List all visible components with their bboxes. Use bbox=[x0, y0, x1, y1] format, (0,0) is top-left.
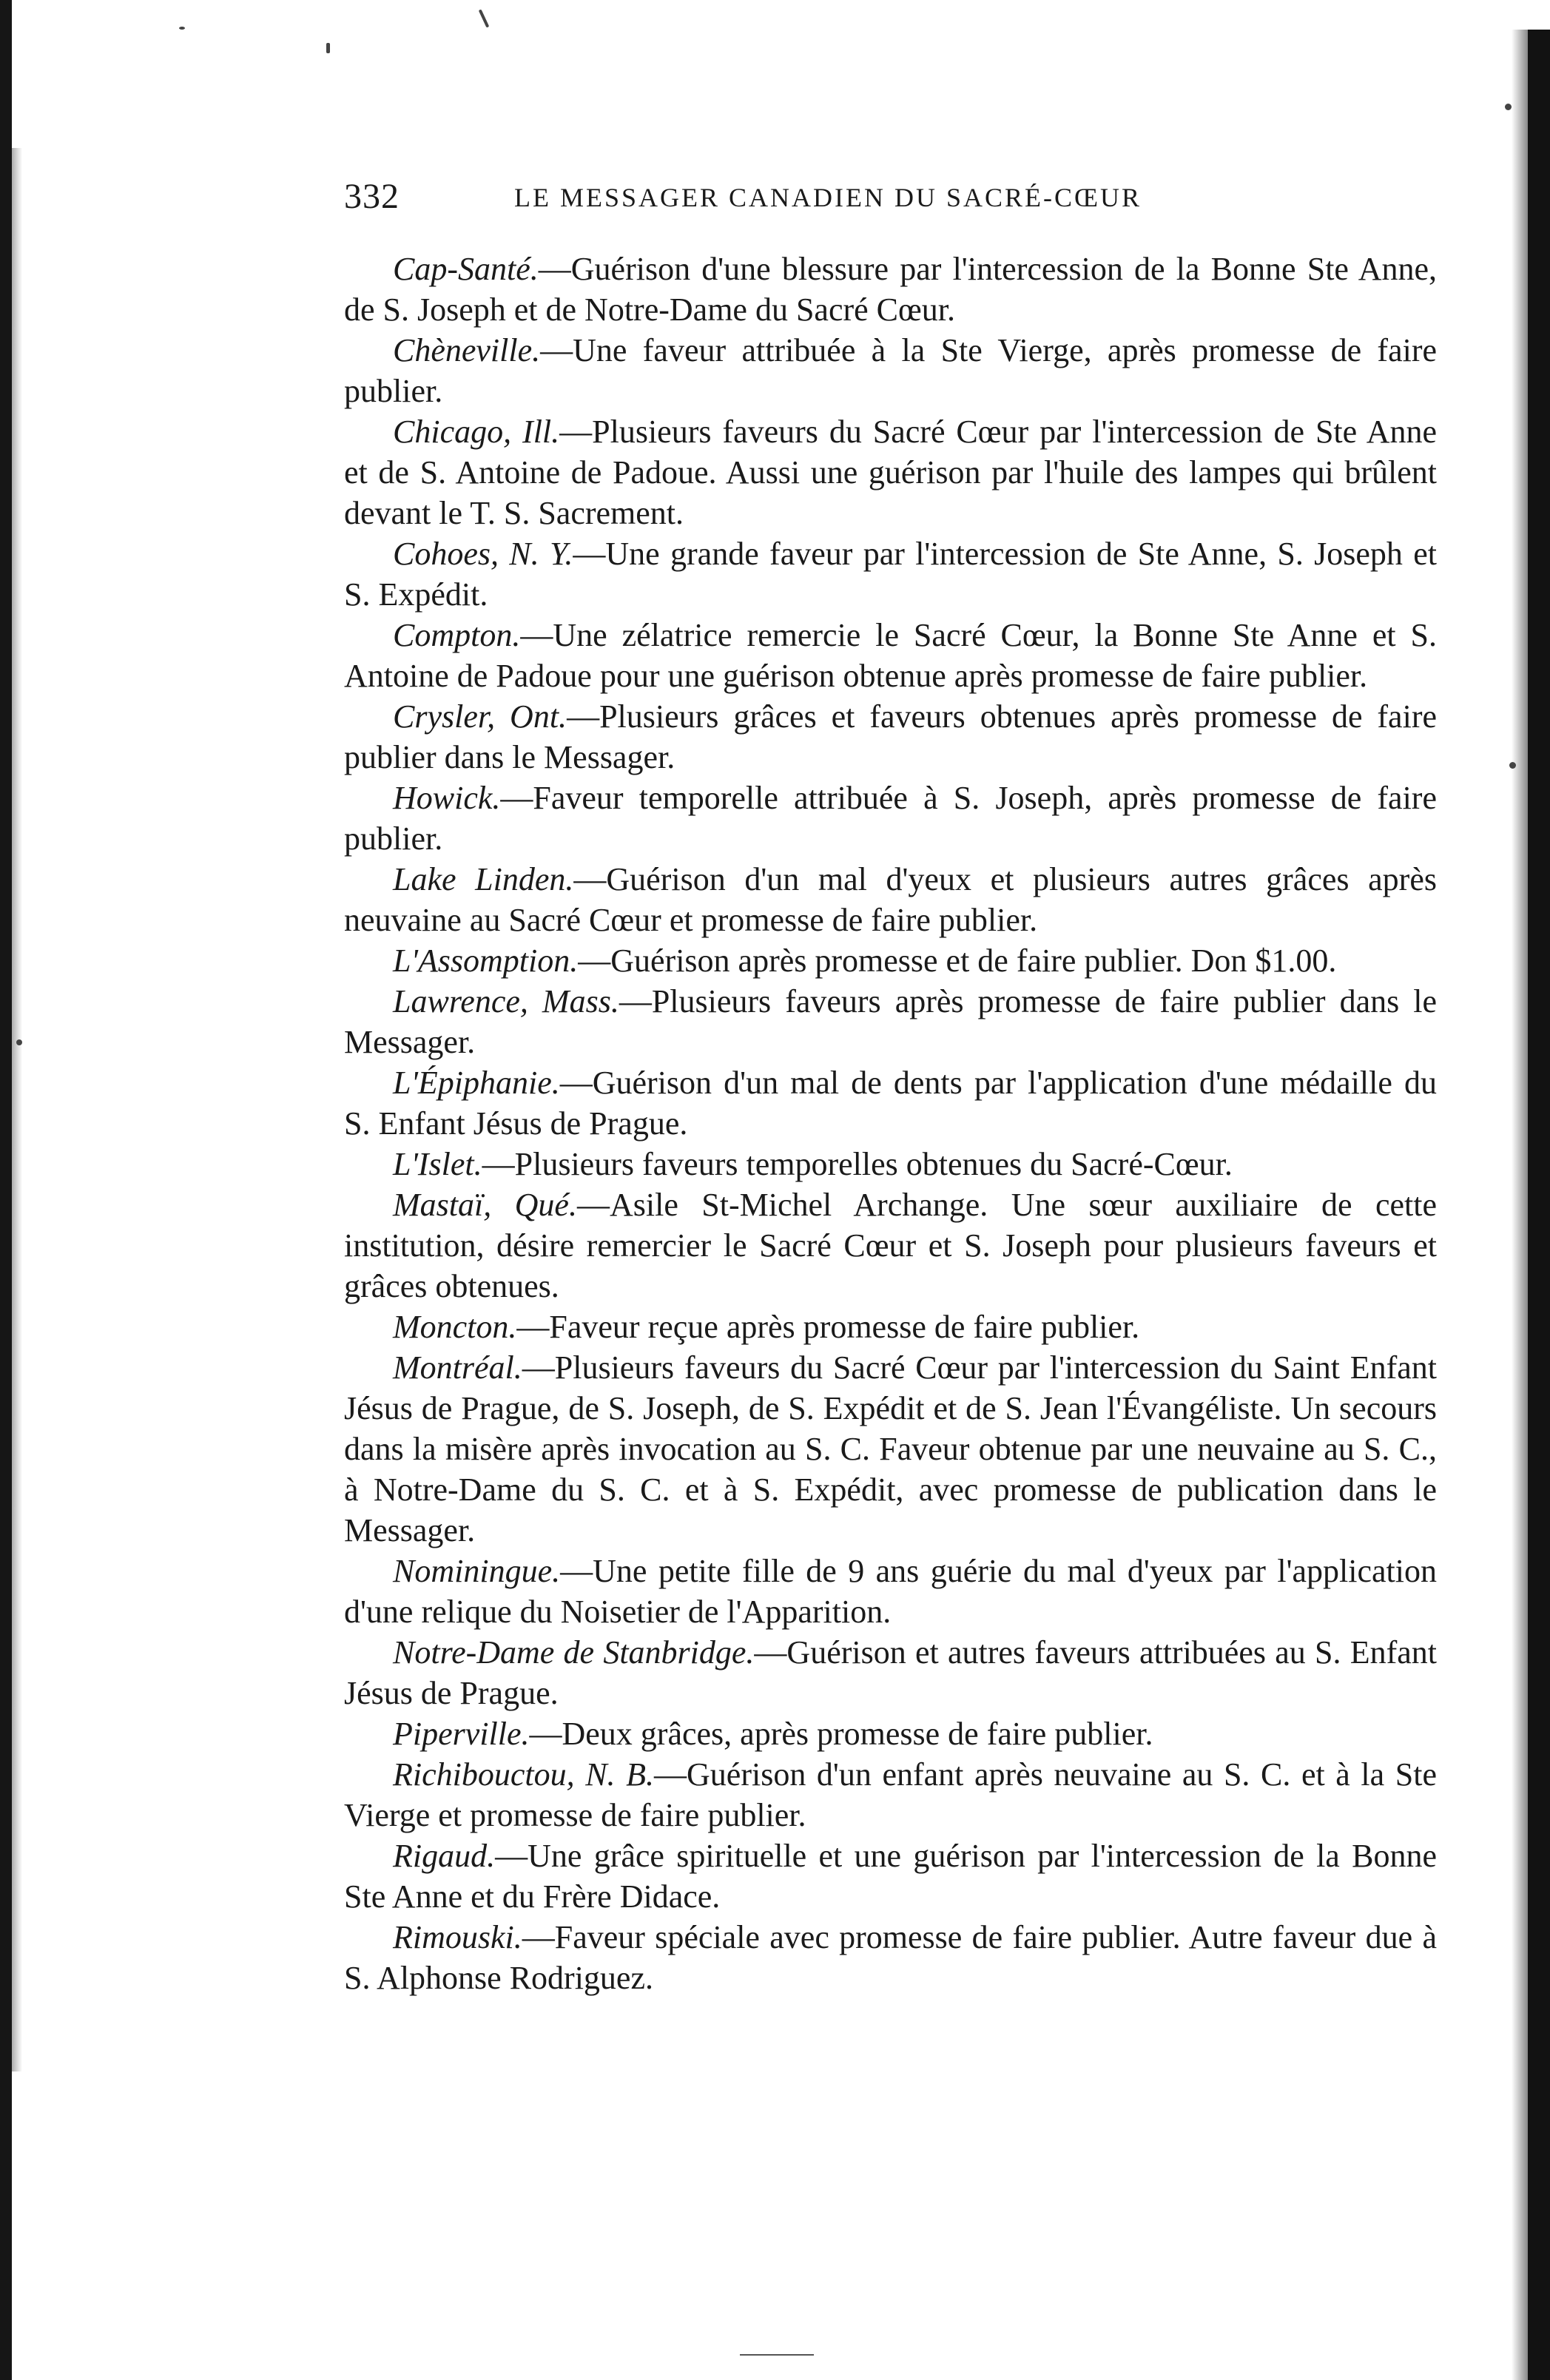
scan-left-shadow bbox=[12, 148, 22, 2071]
entry-paragraph bbox=[344, 1713, 1443, 1754]
entry-text: —Une grâce spirituelle et une guérison par l'intercession de la Bonne Ste Anne et du Frère Didace. bbox=[344, 1838, 1437, 1915]
running-title: LE MESSAGER CANADIEN DU SACRÉ-CŒUR bbox=[514, 183, 1142, 212]
entry-text: —Plusieurs faveurs temporelles obtenues du Sacré-Cœur. bbox=[482, 1146, 1233, 1182]
entry-place-name: Notre-Dame de Stanbridge. bbox=[393, 1634, 755, 1671]
entry-place-name: Howick. bbox=[393, 780, 501, 816]
entry-text: —Une petite fille de 9 ans guérie du mal d'yeux par l'application d'une relique du Noisetier de l'Apparition. bbox=[344, 1553, 1437, 1630]
entry-text: —Faveur spéciale avec promesse de faire publier. Autre faveur due à S. Alphonse Rodriguez. bbox=[344, 1919, 1437, 1996]
entry-text: —Guérison après promesse et de faire publier. Don $1.00. bbox=[578, 943, 1337, 979]
entry-paragraph bbox=[344, 1184, 1443, 1307]
entry-paragraph bbox=[344, 981, 1443, 1062]
entry-text: —Faveur reçue après promesse de faire publier. bbox=[516, 1309, 1140, 1345]
scan-speck bbox=[16, 1039, 22, 1045]
entries-list bbox=[344, 249, 1443, 1998]
entry-place-name: L'Islet. bbox=[393, 1146, 482, 1182]
entry-paragraph bbox=[344, 615, 1443, 696]
entry-paragraph bbox=[344, 940, 1443, 981]
entry-paragraph bbox=[344, 1062, 1443, 1144]
entry-place-name: L'Assomption. bbox=[393, 943, 579, 979]
entry-text: —Plusieurs grâces et faveurs obtenues après promesse de faire publier dans le Messager. bbox=[344, 698, 1437, 775]
entry-place-name: Lawrence, Mass. bbox=[393, 983, 619, 1019]
entry-place-name: Chicago, Ill. bbox=[393, 414, 560, 450]
entry-text: —Guérison d'un enfant après neuvaine au S. C. et à la Ste Vierge et promesse de faire publier. bbox=[344, 1756, 1437, 1833]
scan-speck bbox=[1509, 762, 1516, 769]
entry-place-name: Richibouctou, N. B. bbox=[393, 1756, 655, 1793]
entry-place-name: Cap-Santé. bbox=[393, 251, 539, 287]
scan-speck bbox=[326, 43, 330, 53]
entry-paragraph bbox=[344, 330, 1443, 411]
entry-text: —Faveur temporelle attribuée à S. Joseph, après promesse de faire publier. bbox=[344, 780, 1437, 857]
entry-paragraph bbox=[344, 1307, 1443, 1347]
page-header bbox=[344, 176, 1443, 228]
entry-paragraph bbox=[344, 778, 1443, 859]
scan-right-edge bbox=[1528, 30, 1550, 2380]
scan-right-shadow bbox=[1512, 30, 1528, 2380]
entry-text: —Plusieurs faveurs après promesse de faire publier dans le Messager. bbox=[344, 983, 1437, 1060]
page-number: 332 bbox=[344, 177, 400, 216]
entry-place-name: Compton. bbox=[393, 617, 521, 653]
entry-text: —Guérison et autres faveurs attribuées au S. Enfant Jésus de Prague. bbox=[344, 1634, 1437, 1711]
scan-bottom-mark bbox=[740, 2354, 814, 2356]
entry-place-name: Piperville. bbox=[393, 1716, 530, 1752]
entry-place-name: Mastaï, Qué. bbox=[393, 1187, 577, 1223]
entry-paragraph bbox=[344, 249, 1443, 330]
entry-paragraph bbox=[344, 1144, 1443, 1184]
entry-paragraph bbox=[344, 1754, 1443, 1835]
entry-place-name: Nominingue. bbox=[393, 1553, 561, 1589]
entry-place-name: Rimouski. bbox=[393, 1919, 522, 1955]
entry-paragraph bbox=[344, 411, 1443, 533]
entry-text: —Une faveur attribuée à la Ste Vierge, après promesse de faire publier. bbox=[344, 332, 1437, 409]
book-page bbox=[344, 176, 1443, 1998]
entry-place-name: Montréal. bbox=[393, 1349, 522, 1386]
entry-place-name: Crysler, Ont. bbox=[393, 698, 567, 735]
entry-place-name: Cohoes, N. Y. bbox=[393, 536, 573, 572]
entry-text: —Guérison d'une blessure par l'intercession de la Bonne Ste Anne, de S. Joseph et de Notre-Dame du Sacré Cœur. bbox=[344, 251, 1437, 328]
scan-speck bbox=[179, 27, 185, 30]
entry-text: —Deux grâces, après promesse de faire publier. bbox=[529, 1716, 1153, 1752]
entry-paragraph bbox=[344, 1917, 1443, 1998]
entry-text: —Plusieurs faveurs du Sacré Cœur par l'intercession de Ste Anne et de S. Antoine de Padoue. Aussi une guérison par l'huile des lampes qui brûlent devant le T. S. Sacrement. bbox=[344, 414, 1437, 531]
entry-paragraph bbox=[344, 533, 1443, 615]
entry-place-name: L'Épiphanie. bbox=[393, 1065, 560, 1101]
entry-paragraph bbox=[344, 1551, 1443, 1632]
entry-place-name: Moncton. bbox=[393, 1309, 517, 1345]
scan-speck bbox=[479, 9, 490, 27]
entry-paragraph bbox=[344, 1347, 1443, 1551]
entry-paragraph bbox=[344, 1632, 1443, 1713]
entry-text: —Une zélatrice remercie le Sacré Cœur, la Bonne Ste Anne et S. Antoine de Padoue pour une guérison obtenue après promesse de faire publier. bbox=[344, 617, 1437, 694]
entry-paragraph bbox=[344, 1835, 1443, 1917]
entry-place-name: Lake Linden. bbox=[393, 861, 574, 897]
entry-text: —Plusieurs faveurs du Sacré Cœur par l'intercession du Saint Enfant Jésus de Prague, de S. Joseph, de S. Expédit et de S. Jean l'Évangéliste. Un secours dans la misère après invocation au S. C. Faveur obtenue par une neuvaine au S. C., à Notre-Dame du S. C. et à S. Expédit, avec promesse de publication dans le Messager. bbox=[344, 1349, 1437, 1548]
scan-left-edge bbox=[0, 0, 12, 2380]
entry-text: —Guérison d'un mal de dents par l'application d'une médaille du S. Enfant Jésus de Prague. bbox=[344, 1065, 1437, 1142]
scan-speck bbox=[1505, 104, 1512, 110]
entry-place-name: Rigaud. bbox=[393, 1838, 496, 1874]
entry-text: —Asile St-Michel Archange. Une sœur auxiliaire de cette institution, désire remercier le Sacré Cœur et S. Joseph pour plusieurs faveurs et grâces obtenues. bbox=[344, 1187, 1437, 1304]
entry-paragraph bbox=[344, 696, 1443, 778]
entry-text: —Guérison d'un mal d'yeux et plusieurs autres grâces après neuvaine au Sacré Cœur et promesse de faire publier. bbox=[344, 861, 1437, 938]
entry-text: —Une grande faveur par l'intercession de Ste Anne, S. Joseph et S. Expédit. bbox=[344, 536, 1437, 613]
entry-place-name: Chèneville. bbox=[393, 332, 541, 368]
entry-paragraph bbox=[344, 859, 1443, 940]
